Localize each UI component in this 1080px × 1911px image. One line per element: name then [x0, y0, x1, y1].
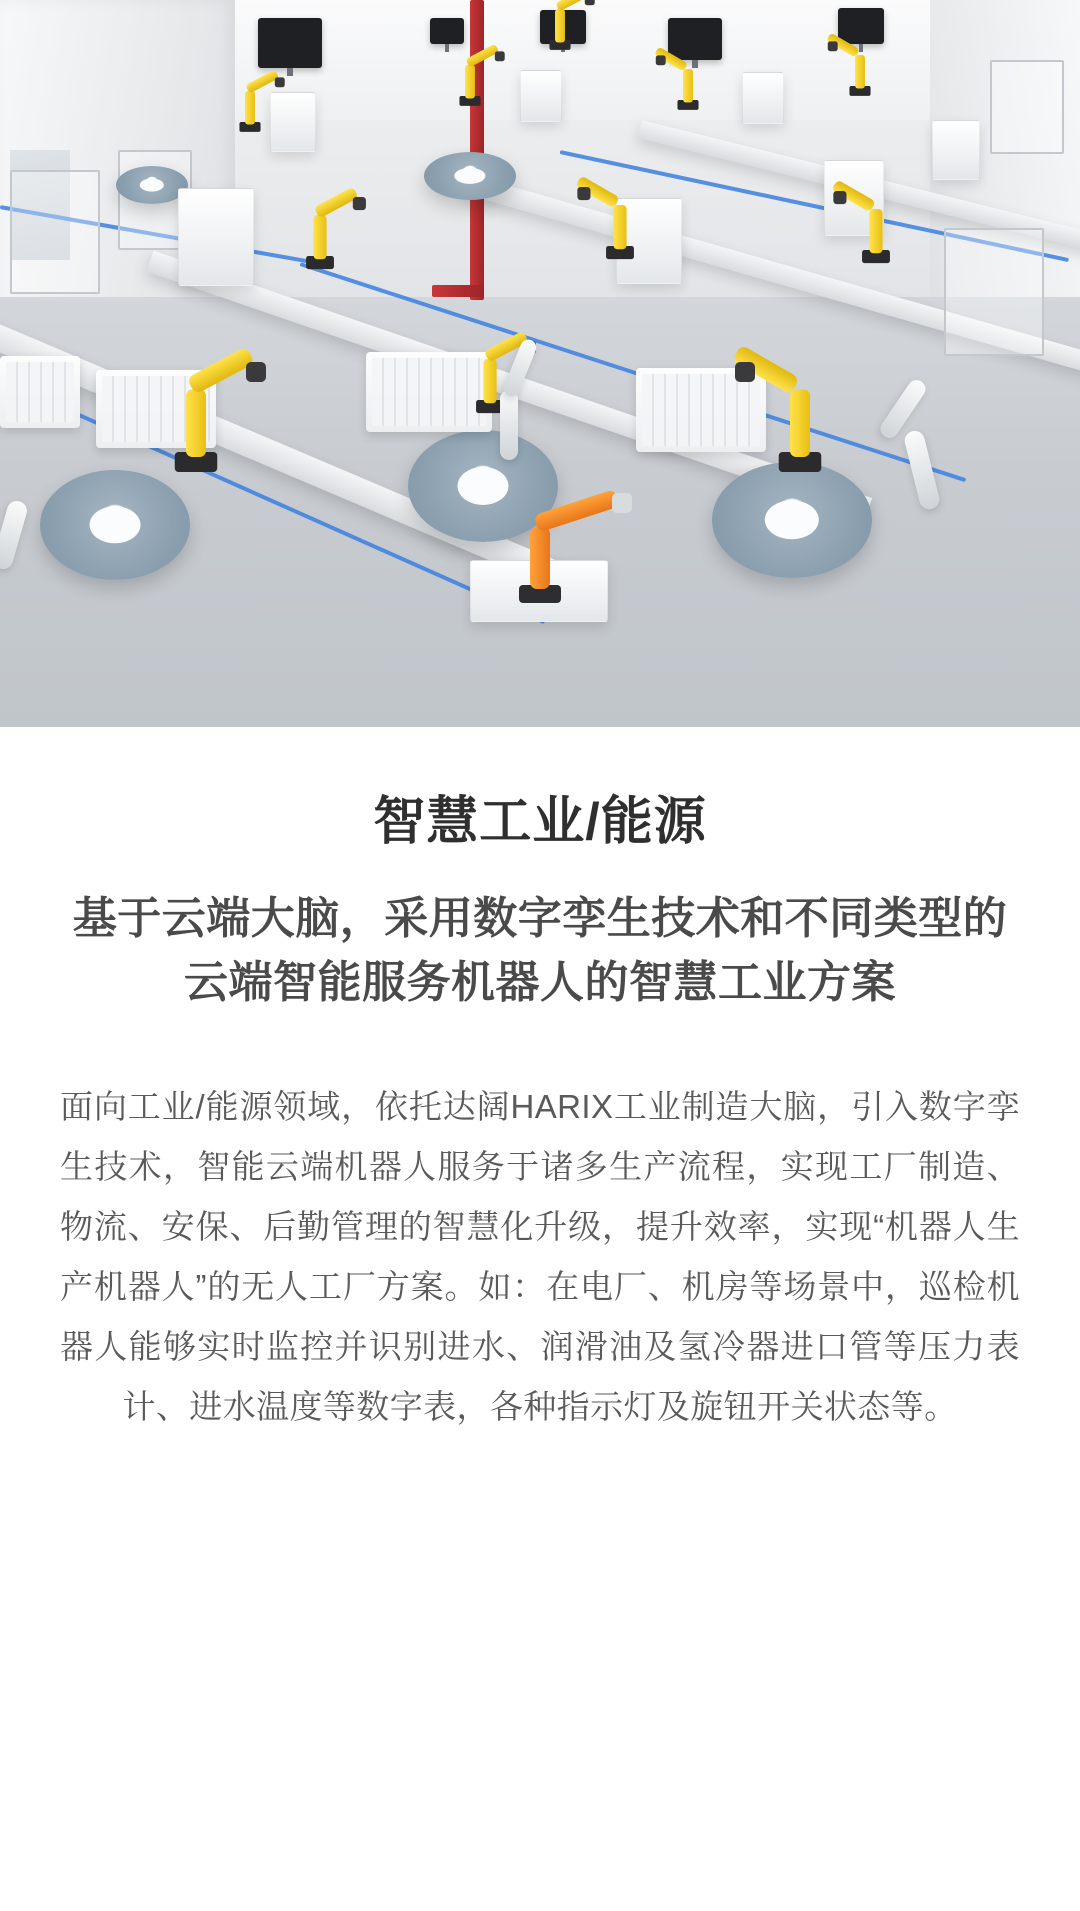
robot-gripper	[833, 191, 846, 204]
crate	[520, 70, 562, 122]
robot-segment	[245, 91, 255, 124]
monitor-screen	[668, 18, 722, 60]
content-section	[0, 727, 1080, 1911]
crate	[178, 188, 254, 286]
robot-gripper	[612, 493, 632, 513]
robot-segment	[790, 390, 810, 458]
storage-rack	[944, 228, 1044, 356]
robot-segment	[313, 215, 326, 259]
turntable	[40, 470, 190, 580]
robot-gripper	[735, 362, 755, 382]
parts-tray	[366, 352, 492, 432]
page-title: 智慧工业/能源	[373, 793, 707, 851]
storage-rack	[10, 170, 100, 294]
factory-scene-illustration	[0, 0, 1080, 727]
robot-segment	[465, 65, 475, 98]
robot-gripper	[495, 51, 505, 61]
storage-rack	[990, 60, 1064, 154]
robot-segment	[483, 359, 496, 403]
robot-gripper	[656, 55, 666, 65]
safety-post	[470, 0, 484, 300]
robot-segment	[500, 390, 518, 460]
hero-image	[0, 0, 1080, 727]
body-paragraph: 面向工业/能源领域，依托达阔HARIX工业制造大脑，引入数字孪生技术，智能云端机器人服务于诸多生产流程，实现工厂制造、物流、安保、后勤管理的智慧化升级，提升效率，实现“机器人生产机器人”的无人工厂方案。如：在电厂、机房等场景中，巡检机器人能够实时监控并识别进水、润滑油及氢冷器进口管等压力表计、进水温度等数字表，各种指示灯及旋钮开关状态等。	[60, 1087, 1020, 1426]
robot-segment	[555, 9, 565, 42]
robot-segment	[186, 390, 206, 458]
robot-gripper	[828, 41, 838, 51]
robot-segment	[855, 55, 865, 88]
turntable	[424, 152, 516, 200]
robot-segment	[530, 527, 550, 589]
robot-segment	[869, 209, 882, 253]
monitor-screen	[430, 18, 464, 44]
robot-gripper	[246, 362, 266, 382]
robot-gripper	[353, 197, 366, 210]
crate	[742, 72, 784, 124]
robot-segment	[613, 205, 626, 249]
monitor-screen	[258, 18, 322, 68]
parts-tray	[0, 356, 80, 428]
page-subtitle: 基于云端大脑，采用数字孪生技术和不同类型的云端智能服务机器人的智慧工业方案	[72, 894, 1008, 1008]
monitor-screen	[838, 8, 884, 44]
turntable	[712, 462, 872, 578]
crate	[270, 92, 316, 152]
crate	[932, 120, 980, 180]
robot-segment	[683, 69, 693, 102]
robot-gripper	[585, 0, 595, 5]
robot-gripper	[275, 77, 285, 87]
robot-gripper	[577, 187, 590, 200]
